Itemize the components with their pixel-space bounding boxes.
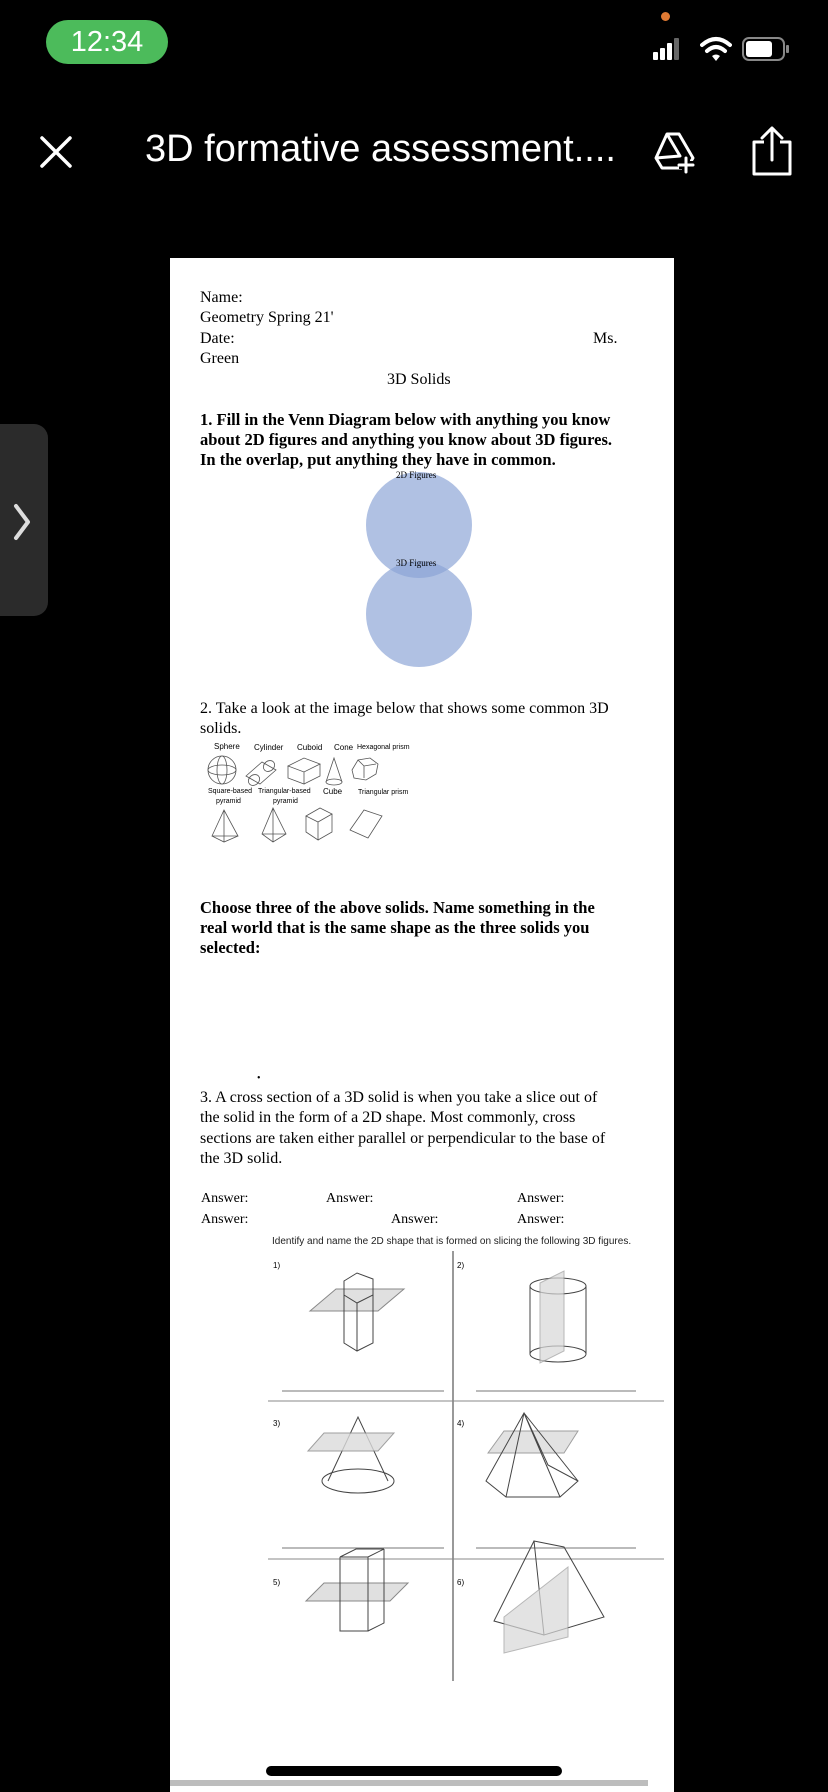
solid-label-cuboid: Cuboid [297,743,323,752]
q1-line-2: about 2D figures and anything you know about 3D figures. [200,430,612,449]
venn-label-2d: 2D Figures [396,470,437,480]
document-title: 3D formative assessment.... [145,128,616,170]
q1-line-1: 1. Fill in the Venn Diagram below with anything you know [200,410,611,429]
name-label: Name: [200,289,243,306]
q1-line-3: In the overlap, put anything they have in common. [200,450,556,469]
answer-label-2: Answer: [326,1191,374,1206]
solid-label-cylinder: Cylinder [254,743,284,752]
q3-line-4: the 3D solid. [200,1150,283,1167]
solid-label-cone: Cone [334,743,354,752]
battery-icon [742,37,790,61]
stray-mark: • [257,1073,261,1084]
horizontal-scrollbar[interactable] [170,1780,648,1786]
teacher-name: Green [200,350,240,367]
q2-prompt-line-1: Choose three of the above solids. Name something in the [200,898,595,917]
q2-prompt-line-2: real world that is the same shape as the three solids you [200,918,590,937]
common-3d-solids-image [206,752,402,848]
cross-section-instruction: Identify and name the 2D shape that is formed on slicing the following 3D figures. [272,1236,632,1247]
close-icon[interactable] [36,132,76,172]
solid-label-square-pyramid: Square-based [208,788,252,795]
venn-label-3d: 3D Figures [396,558,437,568]
cell-label-4: 4) [457,1419,465,1428]
answer-label-5: Answer: [391,1212,439,1227]
cell-label-1: 1) [273,1261,281,1270]
q2-line-2: solids. [200,720,242,737]
q2-prompt-line-3: selected: [200,938,261,957]
document-page[interactable] [170,258,674,1792]
answer-label-6: Answer: [517,1212,565,1227]
recording-dot-icon [661,12,670,21]
q3-line-1: 3. A cross section of a 3D solid is when you take a slice out of [200,1089,598,1106]
solid-label-hexagonal-prism: Hexagonal prism [357,744,410,751]
q3-line-3: sections are taken either parallel or perpendicular to the base of [200,1130,606,1147]
cell-label-3: 3) [273,1419,281,1428]
cell-label-5: 5) [273,1578,281,1587]
answer-label-3: Answer: [517,1191,565,1206]
solid-label-sphere: Sphere [214,742,240,751]
solid-label-triangular-prism: Triangular prism [358,789,409,796]
teacher-prefix: Ms. [593,330,618,347]
chevron-right-icon [12,502,32,542]
share-icon[interactable] [750,124,794,178]
solid-label-cube: Cube [323,787,343,796]
venn-circle-3d [366,561,472,667]
home-indicator[interactable] [266,1766,562,1776]
cross-section-grid [268,1251,664,1681]
document-title-3d-solids: 3D Solids [387,371,451,388]
cell-label-2: 2) [457,1261,465,1270]
q2-line-1: 2. Take a look at the image below that shows some common 3D [200,700,609,717]
solid-label-square-pyramid-sub: pyramid [216,798,241,805]
wifi-icon [700,36,732,62]
date-label: Date: [200,330,235,347]
answer-label-4: Answer: [201,1212,249,1227]
solid-label-triangular-pyramid: Triangular-based [258,788,311,795]
solid-label-triangular-pyramid-sub: pyramid [273,798,298,805]
answer-label-1: Answer: [201,1191,249,1206]
cell-label-6: 6) [457,1578,465,1587]
class-line: Geometry Spring 21' [200,309,334,326]
q3-line-2: the solid in the form of a 2D shape. Most commonly, cross [200,1109,576,1126]
status-time: 12:34 [46,20,168,64]
signal-icon [653,38,681,60]
add-to-drive-icon[interactable] [652,128,698,174]
side-panel-tab[interactable] [0,424,48,616]
